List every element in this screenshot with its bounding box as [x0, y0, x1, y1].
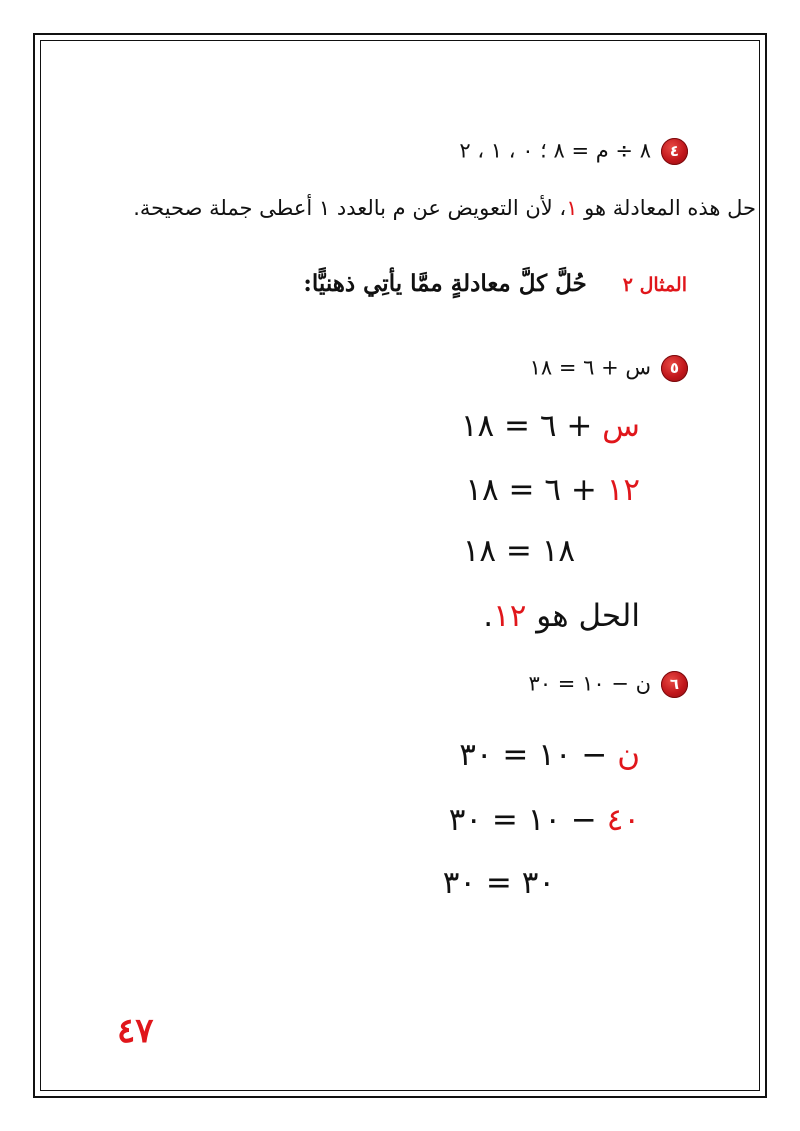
problem-5-step-3: [463, 533, 575, 569]
page-number: ٤٧: [117, 1011, 154, 1051]
problem-5-number-badge: ٥: [661, 355, 688, 382]
problem-4-line: [459, 138, 688, 165]
problem-5-step-2-value: ١٢: [606, 472, 640, 508]
problem-6-step-2-rest: − ١٠ = ٣٠: [448, 802, 607, 838]
problem-6-step-1-variable: ن: [617, 737, 640, 773]
problem-6-equation: ن − ١٠ = ٣٠: [528, 671, 651, 696]
problem-6-line: [529, 671, 688, 698]
problem-6-step-2: [449, 802, 640, 838]
problem-6-number-badge: ٦: [661, 671, 688, 698]
problem-5-step-1-rest: + ٦ = ١٨: [460, 408, 603, 444]
problem-5-line: [530, 355, 688, 382]
problem-6-step-3-text: ٣٠ = ٣٠: [442, 865, 555, 901]
problem-4-solution-value: ١: [566, 196, 578, 220]
problem-5-answer-period: .: [483, 598, 494, 634]
problem-5-answer: [483, 598, 640, 634]
problem-6-step-1: [459, 737, 640, 773]
problem-6-step-1-rest: − ١٠ = ٣٠: [459, 737, 618, 773]
example-2-header: [303, 270, 687, 297]
problem-5-step-1: [461, 408, 640, 444]
problem-5-equation: س + ٦ = ١٨: [529, 355, 651, 380]
problem-5-step-2: [465, 472, 640, 508]
problem-4-number-badge: ٤: [661, 138, 688, 165]
example-2-label: المثال ٢: [622, 274, 687, 296]
problem-5-step-3-text: ١٨ = ١٨: [462, 533, 575, 569]
example-2-instruction: حُلَّ كلَّ معادلةٍ ممَّا يأتِي ذهنيًّا:: [303, 270, 587, 297]
problem-6-step-2-value: ٤٠: [606, 802, 640, 838]
problem-5-step-2-rest: + ٦ = ١٨: [465, 472, 607, 508]
problem-5-step-1-variable: س: [602, 408, 640, 444]
problem-4-equation: ٨ ÷ م = ٨ ؛ ٠ ، ١ ، ٢: [459, 138, 651, 163]
problem-4-solution-text-a: حل هذه المعادلة هو: [577, 196, 756, 220]
problem-4-solution-text-b: ، لأن التعويض عن م بالعدد ١ أعطى جملة صحيحة.: [133, 196, 567, 220]
problem-5-answer-text: الحل هو: [526, 598, 640, 634]
problem-4-solution: [133, 196, 756, 220]
problem-6-step-3: [443, 865, 555, 901]
problem-5-answer-value: ١٢: [493, 598, 527, 634]
